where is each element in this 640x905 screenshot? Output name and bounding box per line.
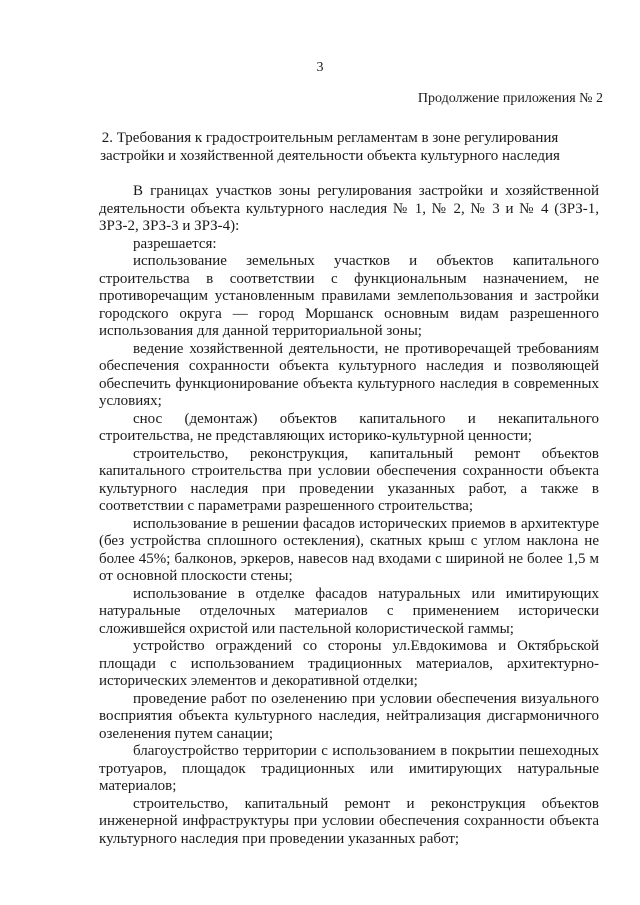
permitted-item-landscaping: проведение работ по озеленению при условии обеспечения визуального восприятия объекта культурного наследия, нейтрализация дисгармоничного озеленения путем санации;	[99, 690, 599, 742]
permitted-label: разрешается:	[133, 235, 217, 252]
intro-paragraph: В границах участков зоны регулирования застройки и хозяйственной деятельности объекта культурного наследия № 1, № 2, № 3 и № 4 (ЗРЗ-1, ЗРЗ-2, ЗРЗ-3 и ЗРЗ-4):	[99, 183, 599, 234]
page-number: 3	[316, 60, 324, 75]
permitted-item-demolition: снос (демонтаж) объектов капитального и некапитального строительства, не представляющих историко-культурной ценности;	[99, 410, 599, 444]
appendix-continuation-note: Продолжение приложения № 2	[417, 91, 603, 106]
permitted-item-facade-materials: использование в отделке фасадов натуральных или имитирующих натуральные отделочных материалов с применением исторически сложившейся охристой или пастельной колористической гаммы;	[99, 585, 599, 637]
document-body	[99, 183, 599, 848]
permitted-item-fences: устройство ограждений со стороны ул.Евдокимова и Октябрьской площади с использованием традиционных материалов, архитектурно-исторических элементов и декоративной отделки;	[99, 638, 599, 689]
permitted-item-facade-architecture: использование в решении фасадов исторических приемов в архитектуре (без устройства сплошного остекления), скатных крыш с углом наклона не более 45%; балконов, эркеров, навесов над входами с шириной не более 1,5 м от основной плоскости стены;	[99, 515, 599, 584]
permitted-item-economic-activity: ведение хозяйственной деятельности, не противоречащей требованиям обеспечения сохранности объекта культурного наследия и позволяющей обеспечить функционирование объекта культурного наследия в современных условиях;	[99, 340, 599, 409]
permitted-item-construction: строительство, реконструкция, капитальный ремонт объектов капитального строительства при условии обеспечения сохранности объекта культурного наследия при проведении указанных работ, а также в соответствии с параметрами разрешенного строительства;	[99, 445, 599, 514]
section-heading: 2. Требования к градостроительным регламентам в зоне регулирования застройки и хозяйственной деятельности объекта культурного наследия	[100, 130, 560, 164]
permitted-item-improvement: благоустройство территории с использованием в покрытии пешеходных тротуаров, площадок традиционных или имитирующих натуральные материалов;	[99, 743, 599, 794]
permitted-item-infrastructure: строительство, капитальный ремонт и реконструкция объектов инженерной инфраструктуры при условии обеспечения сохранности объекта культурного наследия при проведении указанных работ;	[99, 795, 599, 847]
permitted-item-land-use: использование земельных участков и объектов капитального строительства в соответствии с функциональным назначением, не противоречащим установленным правилами землепользования и застройки городского округа — город Моршанск основным видам разрешенного использования для данной территориальной зоны;	[99, 253, 599, 339]
